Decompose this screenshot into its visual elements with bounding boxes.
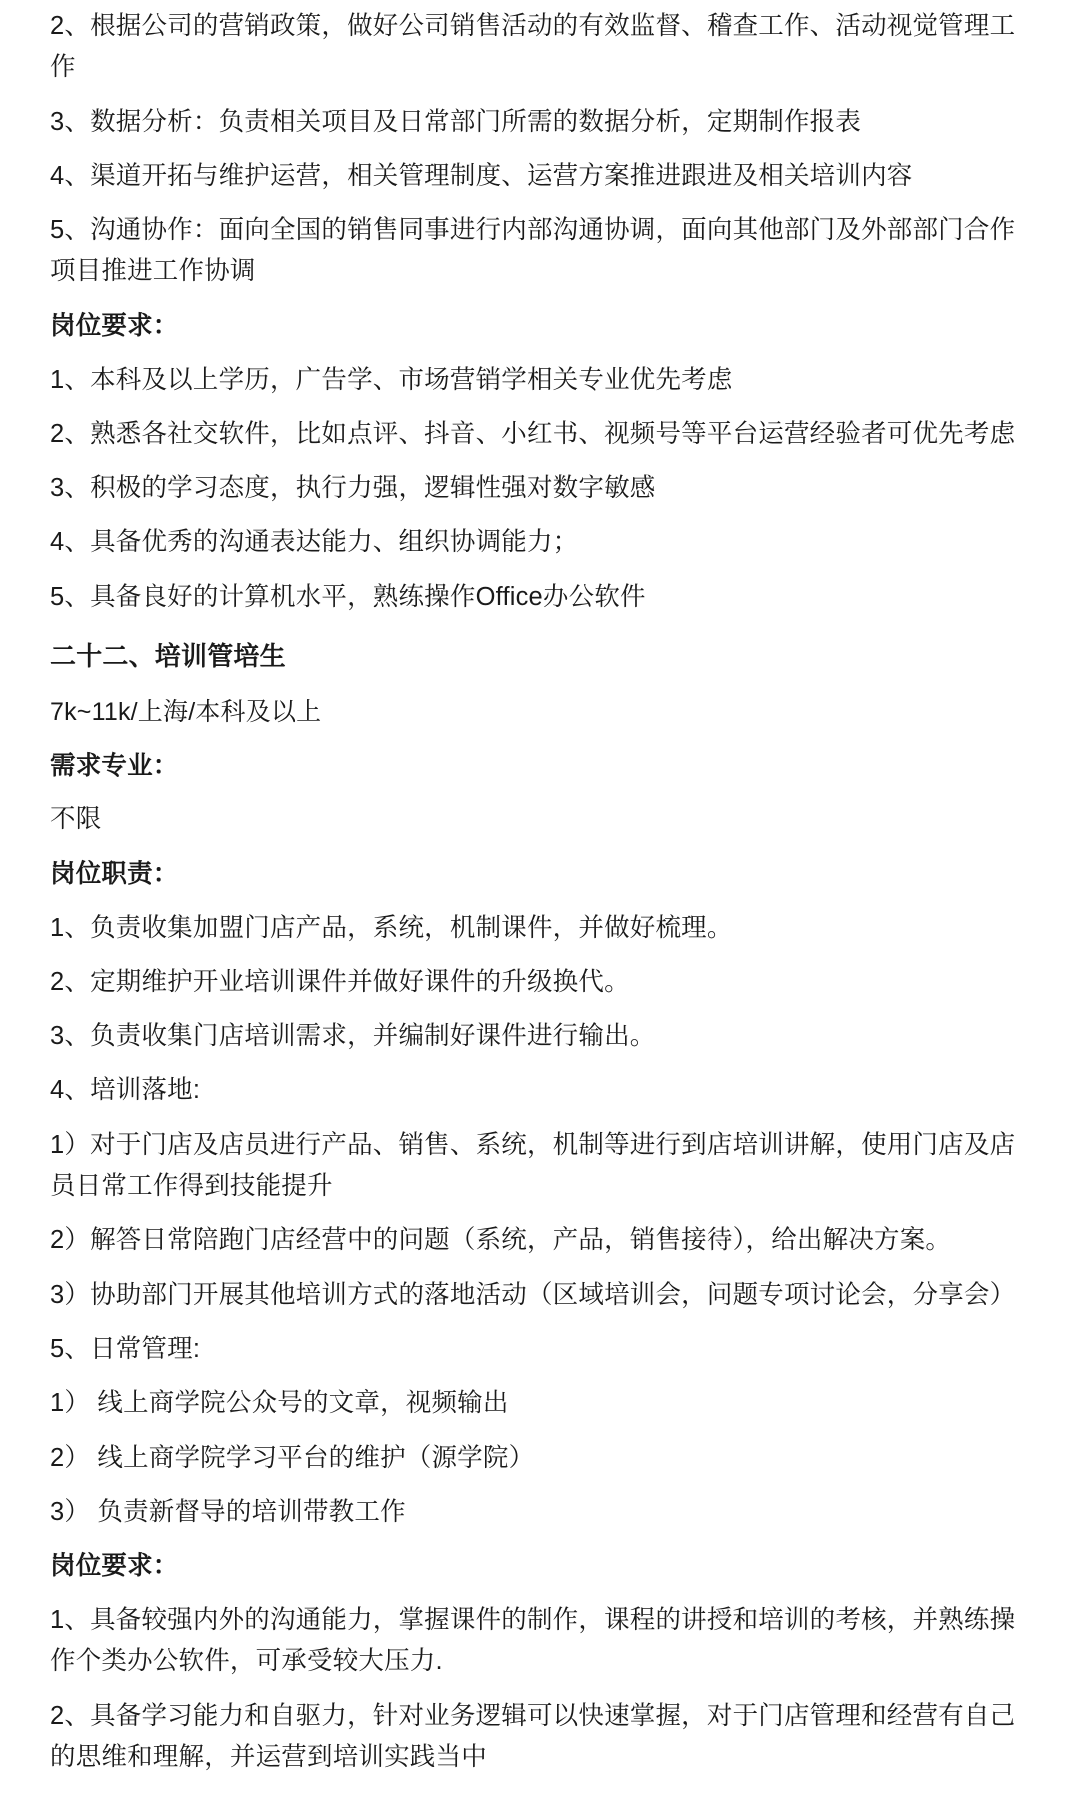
requirement-item-5: 5、具备良好的计算机水平，熟练操作Office办公软件 <box>50 582 646 611</box>
document-content <box>50 6 1034 1778</box>
duty2-item-4-sub-2: 2）解答日常陪跑门店经营中的问题（系统，产品，销售接待），给出解决方案。 <box>50 1226 952 1255</box>
duty2-item-3: 3、负责收集门店培训需求，并编制好课件进行输出。 <box>50 1022 656 1051</box>
duty2-item-4: 4、培训落地: <box>50 1076 201 1105</box>
duty-item-2: 2、根据公司的营销政策，做好公司销售活动的有效监督、稽查工作、活动视觉管理工作 <box>50 12 1016 82</box>
requirement-item-3: 3、积极的学习态度，执行力强，逻辑性强对数字敏感 <box>50 474 656 503</box>
requirements-heading-2: 岗位要求： <box>50 1552 179 1581</box>
duty2-item-1: 1、负责收集加盟门店产品，系统，机制课件，并做好梳理。 <box>50 913 733 942</box>
requirement-item-1: 1、本科及以上学历，广告学、市场营销学相关专业优先考虑 <box>50 365 733 394</box>
duty2-item-5: 5、日常管理: <box>50 1334 201 1363</box>
duty-item-5: 5、沟通协作：面向全国的销售同事进行内部沟通协调，面向其他部门及外部部门合作项目推进工作协调 <box>50 216 1016 286</box>
requirement2-item-1: 1、具备较强内外的沟通能力，掌握课件的制作，课程的讲授和培训的考核，并熟练操作个类办公软件，可承受较大压力. <box>50 1605 1016 1676</box>
major-heading: 需求专业： <box>50 751 179 780</box>
duty-item-4: 4、渠道开拓与维护运营，相关管理制度、运营方案推进跟进及相关培训内容 <box>50 161 913 190</box>
duties-heading: 岗位职责： <box>50 859 179 888</box>
duty2-item-4-sub-1: 1）对于门店及店员进行产品、销售、系统，机制等进行到店培训讲解，使用门店及店员日常工作得到技能提升 <box>50 1130 1016 1201</box>
requirement2-item-2: 2、具备学习能力和自驱力，针对业务逻辑可以快速掌握，对于门店管理和经营有自己的思维和理解，并运营到培训实践当中 <box>50 1701 1016 1771</box>
duty-item-3: 3、数据分析：负责相关项目及日常部门所需的数据分析，定期制作报表 <box>50 107 862 136</box>
duty2-item-2: 2、定期维护开业培训课件并做好课件的升级换代。 <box>50 967 630 996</box>
job-meta: 7k~11k/上海/本科及以上 <box>50 697 322 726</box>
duty2-item-5-sub-1: 1） 线上商学院公众号的文章，视频输出 <box>50 1389 509 1418</box>
major-value: 不限 <box>50 805 102 834</box>
requirement-item-2: 2、熟悉各社交软件，比如点评、抖音、小红书、视频号等平台运营经验者可优先考虑 <box>50 419 1016 448</box>
requirements-heading-1: 岗位要求： <box>50 311 179 340</box>
requirement-item-4: 4、具备优秀的沟通表达能力、组织协调能力； <box>50 528 579 557</box>
duty2-item-5-sub-3: 3） 负责新督导的培训带教工作 <box>50 1497 406 1526</box>
duty2-item-4-sub-3: 3）协助部门开展其他培训方式的落地活动（区域培训会，问题专项讨论会，分享会） <box>50 1280 1016 1309</box>
duty2-item-5-sub-2: 2） 线上商学院学习平台的维护（源学院） <box>50 1443 535 1472</box>
job-section-title: 二十二、培训管培生 <box>50 641 286 672</box>
